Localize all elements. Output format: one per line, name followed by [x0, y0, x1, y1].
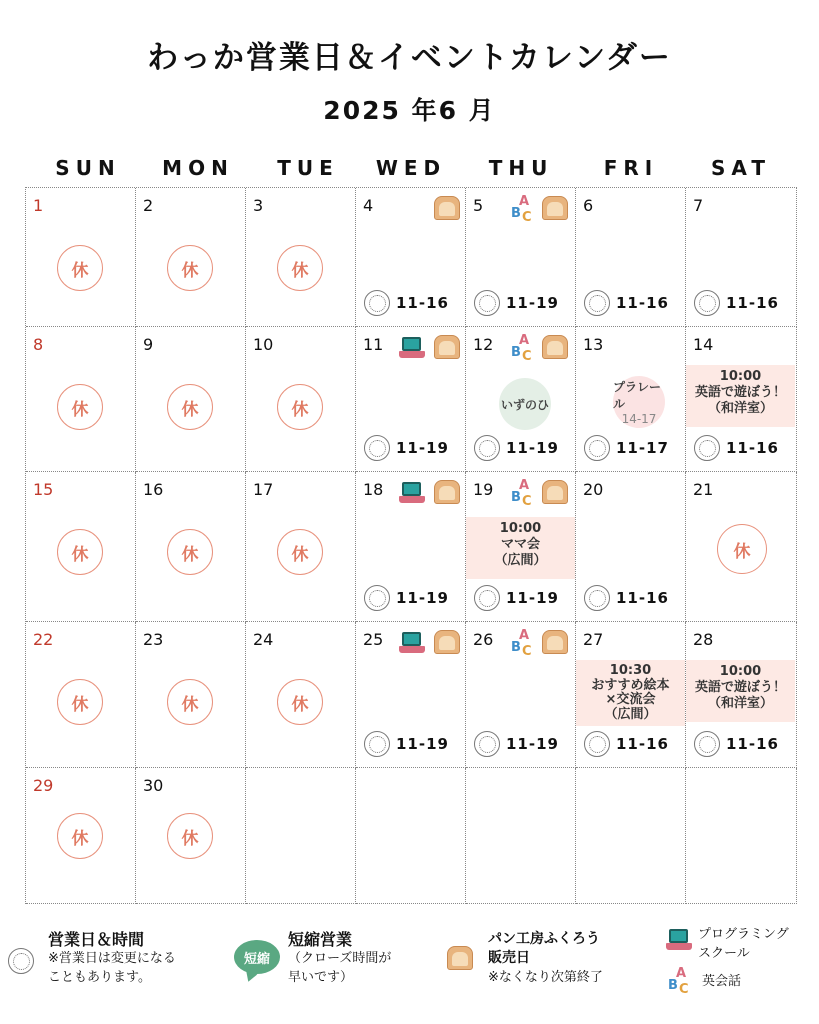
closed-mark: 休	[277, 679, 323, 725]
day-cell-2[interactable]	[136, 188, 246, 327]
business-hours-badge-icon	[474, 585, 500, 611]
day-cell-19[interactable]	[466, 472, 576, 622]
business-hours-badge-icon	[8, 948, 34, 974]
short-hours-bubble-icon: 短縮	[234, 940, 280, 974]
closed-mark: 休	[167, 813, 213, 859]
business-hours: 11-16	[694, 290, 779, 316]
bread-icon	[542, 196, 568, 220]
page-title: わっか営業日＆イベントカレンダー	[147, 40, 672, 76]
laptop-icon	[399, 337, 425, 359]
day-cell-9[interactable]	[136, 327, 246, 472]
business-hours: 11-19	[364, 585, 449, 611]
day-number: 21	[693, 480, 714, 499]
day-cell-30[interactable]	[136, 768, 246, 904]
day-number: 27	[583, 630, 604, 649]
day-cell-27[interactable]	[576, 622, 686, 768]
day-number: 14	[693, 335, 714, 354]
empty-cell	[686, 768, 797, 904]
business-hours-badge-icon	[474, 731, 500, 757]
day-cell-1[interactable]	[26, 188, 136, 327]
day-cell-25[interactable]	[356, 622, 466, 768]
legend-hours: 営業日＆時間 ※営業日は変更になる こともあります。	[48, 930, 176, 985]
weekday-sun: SUN	[55, 156, 121, 180]
day-number: 13	[583, 335, 604, 354]
day-cell-10[interactable]	[246, 327, 356, 472]
event-plarail: プラレール 14-17	[613, 376, 665, 428]
day-number: 17	[253, 480, 274, 499]
closed-mark: 休	[717, 524, 767, 574]
laptop-icon	[399, 482, 425, 504]
closed-mark: 休	[57, 813, 103, 859]
day-cell-12[interactable]	[466, 327, 576, 472]
day-cell-18[interactable]	[356, 472, 466, 622]
event-izunohi: いずのひ	[499, 378, 551, 430]
day-number: 10	[253, 335, 274, 354]
closed-mark: 休	[57, 529, 103, 575]
day-cell-11[interactable]	[356, 327, 466, 472]
day-number: 3	[253, 196, 264, 215]
abc-blocks-icon: A B C	[668, 966, 689, 997]
business-hours-badge-icon	[364, 585, 390, 611]
business-hours: 11-16	[694, 435, 779, 461]
day-number: 6	[583, 196, 594, 215]
event-english: 10:00 英語で遊ぼう！ （和洋室）	[686, 365, 795, 427]
legend-programming: プログラミング スクール	[698, 927, 789, 961]
business-hours: 11-19	[474, 435, 559, 461]
weekday-tue: TUE	[277, 156, 339, 180]
empty-cell	[246, 768, 356, 904]
weekday-mon: MON	[162, 156, 234, 180]
laptop-icon	[399, 632, 425, 654]
bread-icon	[542, 335, 568, 359]
event-mama-kai: 10:00 ママ会 （広間）	[466, 517, 575, 579]
event-picture-book: 10:30 おすすめ絵本 ×交流会 （広間）	[576, 660, 685, 726]
day-cell-14[interactable]	[686, 327, 797, 472]
business-hours: 11-16	[694, 731, 779, 757]
abc-blocks-icon: A B C	[511, 628, 532, 659]
laptop-icon	[666, 929, 692, 951]
business-hours-badge-icon	[584, 731, 610, 757]
day-cell-5[interactable]	[466, 188, 576, 327]
day-number: 28	[693, 630, 714, 649]
day-cell-29[interactable]	[26, 768, 136, 904]
business-hours-badge-icon	[364, 731, 390, 757]
abc-blocks-icon: A B C	[511, 478, 532, 509]
day-number: 9	[143, 335, 154, 354]
day-number: 16	[143, 480, 164, 499]
abc-blocks-icon: A B C	[511, 194, 532, 225]
business-hours: 11-19	[364, 731, 449, 757]
closed-mark: 休	[167, 529, 213, 575]
closed-mark: 休	[167, 679, 213, 725]
closed-mark: 休	[57, 245, 103, 291]
day-cell-26[interactable]	[466, 622, 576, 768]
day-cell-17[interactable]	[246, 472, 356, 622]
business-hours-badge-icon	[694, 435, 720, 461]
bread-icon	[434, 196, 460, 220]
closed-mark: 休	[167, 384, 213, 430]
bread-icon	[542, 480, 568, 504]
day-number: 12	[473, 335, 494, 354]
day-cell-13[interactable]	[576, 327, 686, 472]
legend-eikaiwa: 英会話	[702, 974, 742, 989]
day-cell-6[interactable]	[576, 188, 686, 327]
day-number: 24	[253, 630, 274, 649]
weekday-sat: SAT	[711, 156, 771, 180]
day-number: 1	[33, 196, 44, 215]
business-hours-badge-icon	[694, 731, 720, 757]
weekday-thu: THU	[488, 156, 554, 180]
day-number: 30	[143, 776, 164, 795]
empty-cell	[466, 768, 576, 904]
business-hours-badge-icon	[584, 290, 610, 316]
day-cell-4[interactable]	[356, 188, 466, 327]
day-number: 26	[473, 630, 494, 649]
day-number: 29	[33, 776, 54, 795]
day-cell-23[interactable]	[136, 622, 246, 768]
day-number: 15	[33, 480, 54, 499]
business-hours-badge-icon	[474, 290, 500, 316]
closed-mark: 休	[57, 384, 103, 430]
business-hours: 11-16	[584, 585, 669, 611]
day-number: 5	[473, 196, 484, 215]
business-hours-badge-icon	[364, 290, 390, 316]
day-number: 23	[143, 630, 164, 649]
business-hours: 11-19	[474, 731, 559, 757]
business-hours-badge-icon	[584, 435, 610, 461]
calendar-grid	[25, 187, 797, 904]
business-hours-badge-icon	[694, 290, 720, 316]
day-number: 25	[363, 630, 384, 649]
business-hours: 11-16	[584, 731, 669, 757]
business-hours: 11-17	[584, 435, 669, 461]
business-hours-badge-icon	[474, 435, 500, 461]
day-number: 18	[363, 480, 384, 499]
business-hours: 11-16	[584, 290, 669, 316]
day-number: 20	[583, 480, 604, 499]
empty-cell	[356, 768, 466, 904]
closed-mark: 休	[277, 245, 323, 291]
closed-mark: 休	[167, 245, 213, 291]
day-number: 7	[693, 196, 704, 215]
day-cell-22[interactable]	[26, 622, 136, 768]
closed-mark: 休	[57, 679, 103, 725]
business-hours: 11-16	[364, 290, 449, 316]
month-title: 2025 年6 月	[323, 96, 496, 125]
day-cell-28[interactable]	[686, 622, 797, 768]
day-cell-24[interactable]	[246, 622, 356, 768]
event-english: 10:00 英語で遊ぼう！ （和洋室）	[686, 660, 795, 722]
business-hours: 11-19	[474, 290, 559, 316]
abc-blocks-icon: A B C	[511, 333, 532, 364]
day-number: 11	[363, 335, 384, 354]
legend-short-hours: 短縮営業 （クローズ時間が 早いです）	[288, 930, 392, 985]
bread-icon	[434, 480, 460, 504]
business-hours: 11-19	[474, 585, 559, 611]
bread-icon	[434, 630, 460, 654]
bread-icon	[434, 335, 460, 359]
closed-mark: 休	[277, 529, 323, 575]
legend-bread: パン工房ふくろう 販売日 ※なくなり次第終了	[488, 931, 603, 985]
closed-mark: 休	[277, 384, 323, 430]
day-number: 2	[143, 196, 154, 215]
day-cell-16[interactable]	[136, 472, 246, 622]
day-number: 8	[33, 335, 44, 354]
business-hours-badge-icon	[584, 585, 610, 611]
day-cell-21[interactable]	[686, 472, 797, 622]
bread-icon	[542, 630, 568, 654]
day-number: 19	[473, 480, 494, 499]
day-cell-15[interactable]	[26, 472, 136, 622]
weekday-wed: WED	[375, 156, 447, 180]
day-cell-7[interactable]	[686, 188, 797, 327]
day-cell-8[interactable]	[26, 327, 136, 472]
day-cell-3[interactable]	[246, 188, 356, 327]
day-cell-20[interactable]	[576, 472, 686, 622]
empty-cell	[576, 768, 686, 904]
business-hours: 11-19	[364, 435, 449, 461]
bread-icon	[447, 946, 473, 970]
business-hours-badge-icon	[364, 435, 390, 461]
weekday-fri: FRI	[603, 156, 659, 180]
day-number: 4	[363, 196, 374, 215]
day-number: 22	[33, 630, 54, 649]
